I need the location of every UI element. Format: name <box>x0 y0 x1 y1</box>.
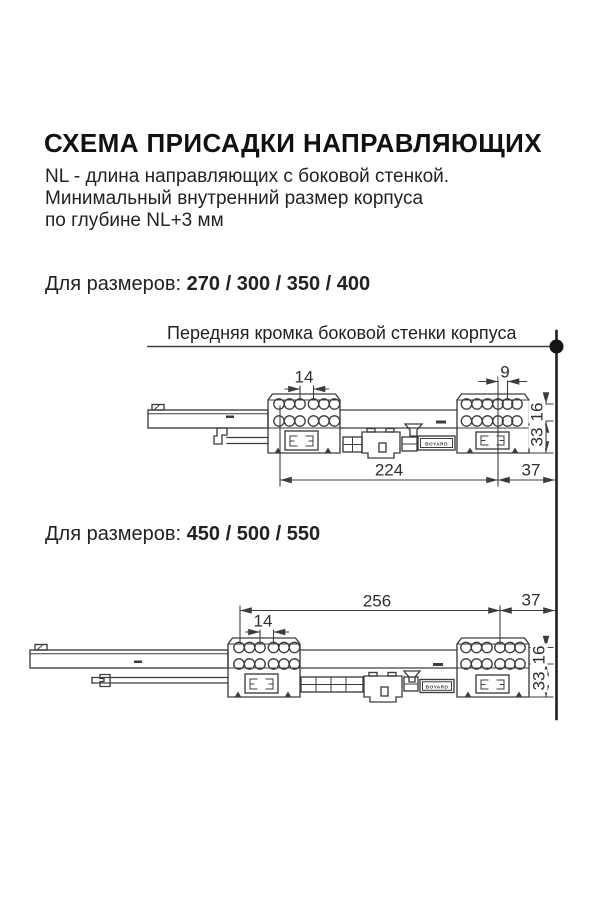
d1-lock-dash <box>436 421 446 424</box>
d1-left-bracket <box>268 394 340 453</box>
page-title: СХЕМА ПРИСАДКИ НАПРАВЛЯЮЩИХ <box>44 128 542 158</box>
front-edge-label: Передняя кромка боковой стенки корпуса <box>167 323 517 343</box>
edge-reference-dot <box>550 340 564 354</box>
d2-dim-mount-length: 256 <box>362 591 392 611</box>
d1-dim-bottom-height: 33 <box>527 427 547 447</box>
description-line: по глубине NL+3 мм <box>45 210 224 231</box>
d2-brand-label: BOYARD <box>425 685 449 691</box>
page-description <box>45 166 449 232</box>
d2-left-bracket <box>228 638 300 697</box>
d1-slide-mechanism <box>343 421 455 459</box>
section1-sizes-label: Для размеров: <box>45 273 182 295</box>
d1-rear-hook <box>214 428 268 444</box>
section1-heading <box>45 273 370 296</box>
d2-left-bracket-holes <box>234 642 300 669</box>
d2-slide-mechanism <box>301 663 454 702</box>
section2-heading <box>45 523 320 546</box>
d1-dim-hole-pitch-left: 14 <box>294 367 314 387</box>
d1-dim-front-offset: 37 <box>521 460 541 480</box>
d2-dim-hole-pitch-left: 14 <box>253 611 273 631</box>
d2-lock-dash <box>433 663 443 666</box>
d1-left-bracket-holes <box>274 399 340 426</box>
section1-sizes-values: 270 / 300 / 350 / 400 <box>186 273 371 295</box>
section2-sizes-label: Для размеров: <box>45 523 182 545</box>
d2-right-bracket <box>457 638 529 697</box>
d2-dim-front-offset: 37 <box>521 590 541 610</box>
d1-dim-hole-pitch-right: 9 <box>500 362 510 382</box>
d1-brand-label: BOYARD <box>425 442 448 448</box>
d2-lower-rail <box>92 675 228 687</box>
d1-right-bracket <box>457 394 529 453</box>
d2-right-bracket-holes <box>461 642 525 669</box>
diagram2-drawing <box>30 606 555 702</box>
d1-funnel-clip <box>405 424 422 436</box>
diagram1-drawing <box>148 377 555 486</box>
d1-dim-row-spacing: 16 <box>527 402 547 422</box>
section2-sizes-values: 450 / 500 / 550 <box>186 523 321 545</box>
d1-dim-mount-length: 224 <box>374 460 404 480</box>
d1-right-bracket-holes <box>461 399 522 426</box>
description-line: Минимальный внутренний размер корпуса <box>45 188 424 209</box>
d2-dim-row-spacing: 16 <box>529 645 549 665</box>
d2-dim-bottom-height: 33 <box>529 671 549 691</box>
description-line: NL - длина направляющих с боковой стенкой. <box>45 166 450 187</box>
